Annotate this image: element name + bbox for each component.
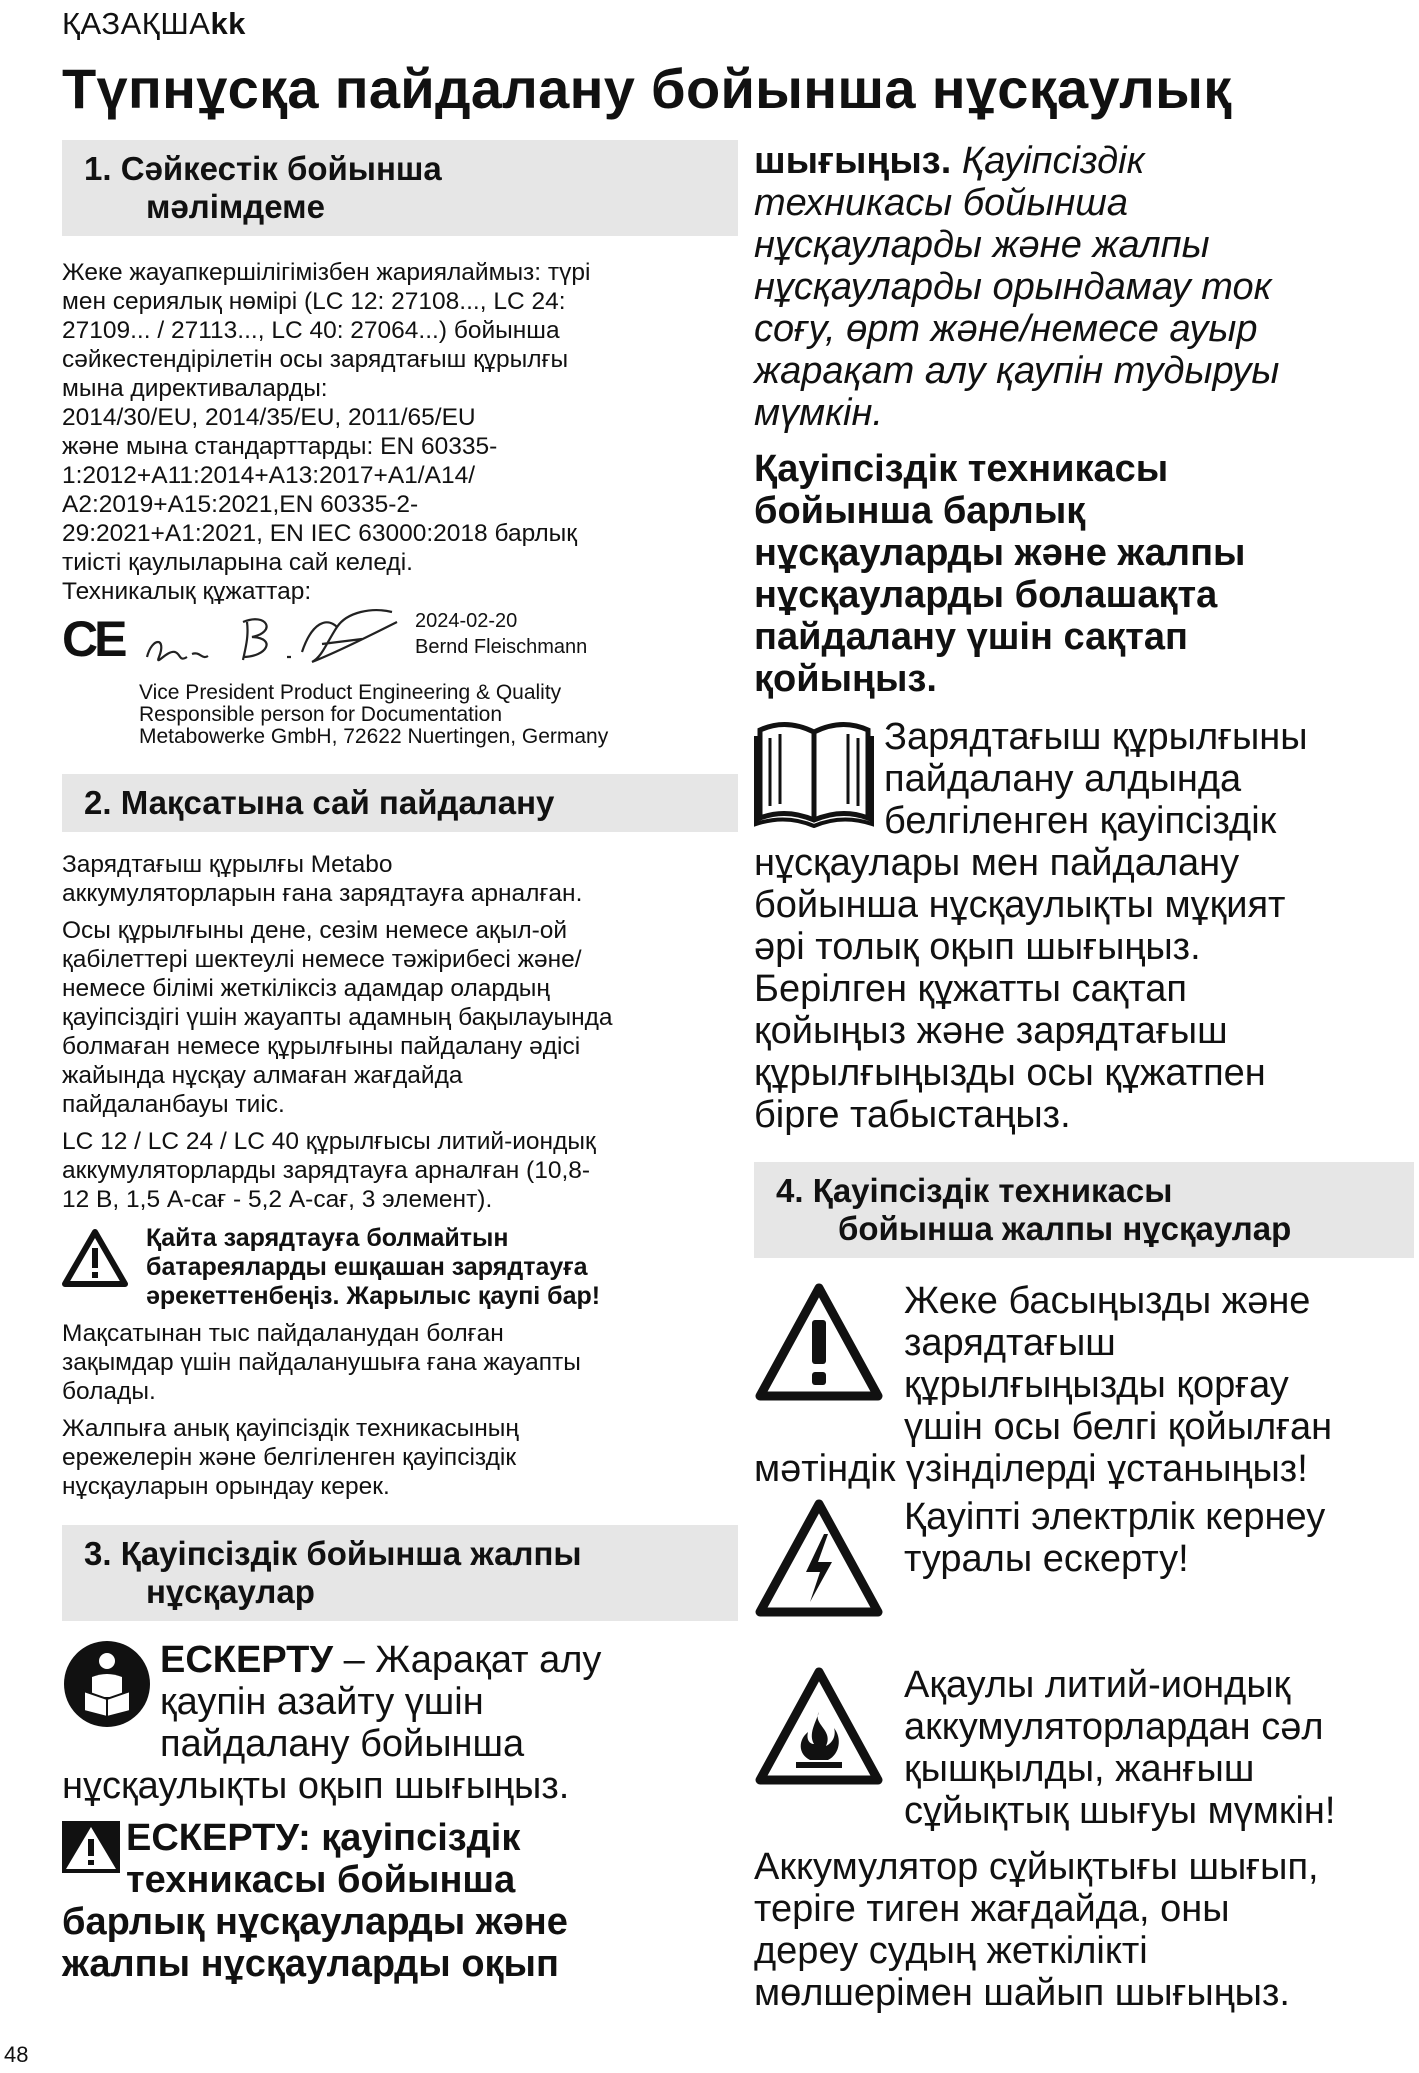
page-number: 48	[4, 2042, 29, 2067]
left-column	[62, 140, 738, 1985]
warning-triangle-icon	[62, 1821, 120, 1873]
read-manual-icon	[62, 1639, 152, 1729]
section3-heading: 3. Қауіпсіздік бойынша жалпы нұсқаулар	[62, 1525, 738, 1621]
safety-warning-heading: ЕСКЕРТУ: қауіпсіздік техникасы бойынша	[62, 1817, 738, 1901]
read-book-block: Зарядтағыш құрылғыны пайдалану алдында белгіленген қауіпсіздік	[754, 716, 1414, 842]
section2-heading: 2. Мақсатына сай пайдалану	[62, 774, 738, 832]
declaration-text: Жеке жауапкершілігімізбен жариялаймыз: түрі мен сериялық нөмірі (LC 12: 27108..., LC 24: 27109... / 27113..., LC 40: 27064...) бойынша сәйкестендірілетін осы зарядтағыш құрылғы мына директиваларды: 2014/30/EU, 2014/35/EU, 2011/65/EU және мына стандарттарды: EN 60335- 1:2012+A11:2014+A13:2017+A1/A14/ A2:2019+A15:2021,EN 60335-2- 29:2021+A1:2021, EN IEC 63000:2018 барлық тиісті қаулыларына сай келеді. Техникалық құжаттар:	[62, 259, 591, 605]
section2-p1: Зарядтағыш құрылғы Metabo аккумуляторларын ғана зарядтауға арналған.	[62, 851, 583, 907]
electric-warning: Қауіпті электрлік кернеу туралы ескерту!	[754, 1496, 1414, 1620]
section2-p4: Мақсатынан тыс пайдаланудан болған зақымдар үшін пайдаланушыға ғана жауапты болады.	[62, 1320, 581, 1405]
personal-safety-tail: мәтіндік үзінділерді ұстаныңыз!	[754, 1448, 1308, 1490]
flame-icon	[754, 1664, 884, 1788]
safety-warning-continued: шығыңыз. Қауіпсіздік	[754, 140, 1145, 182]
signature-name: Bernd Fleischmann	[415, 636, 588, 658]
signature-block	[62, 610, 738, 770]
explosion-warning-text: Қайта зарядтауға болмайтын батареяларды ешқашан зарядтауға әрекеттенбеңіз. Жарылыс қаупі бар!	[146, 1224, 601, 1310]
safety-warning-italic: техникасы бойынша нұсқауларды және жалпы нұсқауларды орындамау ток соғу, өрт және/немесе ауыр жарақат алу қаупін тудыруы мүмкін.	[754, 182, 1280, 434]
section4-heading: 4. Қауіпсіздік техникасы бойынша жалпы нұсқаулар	[754, 1162, 1414, 1258]
book-icon	[754, 716, 874, 828]
keep-instructions: Қауіпсіздік техникасы бойынша барлық нұсқауларды және жалпы нұсқауларды болашақта пайдалану үшін сақтап қойыңыз.	[754, 448, 1246, 700]
language-label: ҚАЗАҚШАkk	[62, 6, 246, 41]
section2-p3: LC 12 / LC 24 / LC 40 құрылғысы литий-иондық аккумуляторларды зарядтауға арналған (10,8- 12 В, 1,5 А-сағ - 5,2 А-сағ, 3 элемент).	[62, 1128, 596, 1213]
flammable-warning: Ақаулы литий-иондық аккумуляторлардан сәл қышқылды, жанғыш сұйықтық шығуы мүмкін!	[754, 1664, 1414, 1832]
signatory-role: Vice President Product Engineering & Quality Responsible person for Documentation Metabowerke GmbH, 72622 Nuertingen, Germany	[139, 681, 609, 748]
signature-date: 2024-02-20	[415, 610, 518, 632]
signature-icon	[137, 602, 437, 677]
warning-triangle-icon	[62, 1228, 128, 1288]
ce-mark: CE	[62, 611, 124, 667]
section2-p5: Жалпыға анық қауіпсіздік техникасының ережелерін және белгіленген қауіпсіздік нұсқауларын орындау керек.	[62, 1415, 519, 1500]
explosion-warning	[62, 1224, 738, 1311]
right-column	[754, 140, 1414, 2014]
battery-fluid-instruction: Аккумулятор сұйықтығы шығып, теріге тиген жағдайда, оны дереу судың жеткілікті мөлшерімен шайып шығыңыз.	[754, 1846, 1319, 2014]
personal-safety-warning: Жеке басыңызды және зарядтағыш құрылғыңызды қорғау үшін осы белгі қойылған	[754, 1280, 1414, 1448]
safety-warning-tail: барлық нұсқауларды және жалпы нұсқауларды оқып	[62, 1901, 568, 1985]
page-title: Түпнұсқа пайдалану бойынша нұсқаулық	[62, 57, 1232, 120]
section1-heading: 1. Сәйкестік бойынша мәлімдеме	[62, 140, 738, 236]
read-manual-warning: ЕСКЕРТУ – Жарақат алу қаупін азайту үшін пайдалану бойынша	[62, 1639, 738, 1765]
read-manual-tail: нұсқаулықты оқып шығыңыз.	[62, 1765, 570, 1807]
electric-shock-icon	[754, 1496, 884, 1620]
warning-triangle-icon	[754, 1280, 884, 1404]
section2-p2: Осы құрылғыны дене, сезім немесе ақыл-ой қабілеттері шектеулі немесе тәжірибесі және/ немесе білімі жеткіліксіз адамдар олардың қауіпсіздігі үшін жауапты адамның бақылауында болмаған немесе құрылғыны пайдалану әдісі жайында нұсқау алмаған жағдайда пайдаланбауы тиіс.	[62, 917, 613, 1118]
read-book-text: нұсқаулары мен пайдалану бойынша нұсқаулықты мұқият әрі толық оқып шығыңыз. Берілген құжатты сақтап қойыңыз және зарядтағыш құрылғыңызды осы құжатпен бірге табыстаңыз.	[754, 842, 1286, 1136]
